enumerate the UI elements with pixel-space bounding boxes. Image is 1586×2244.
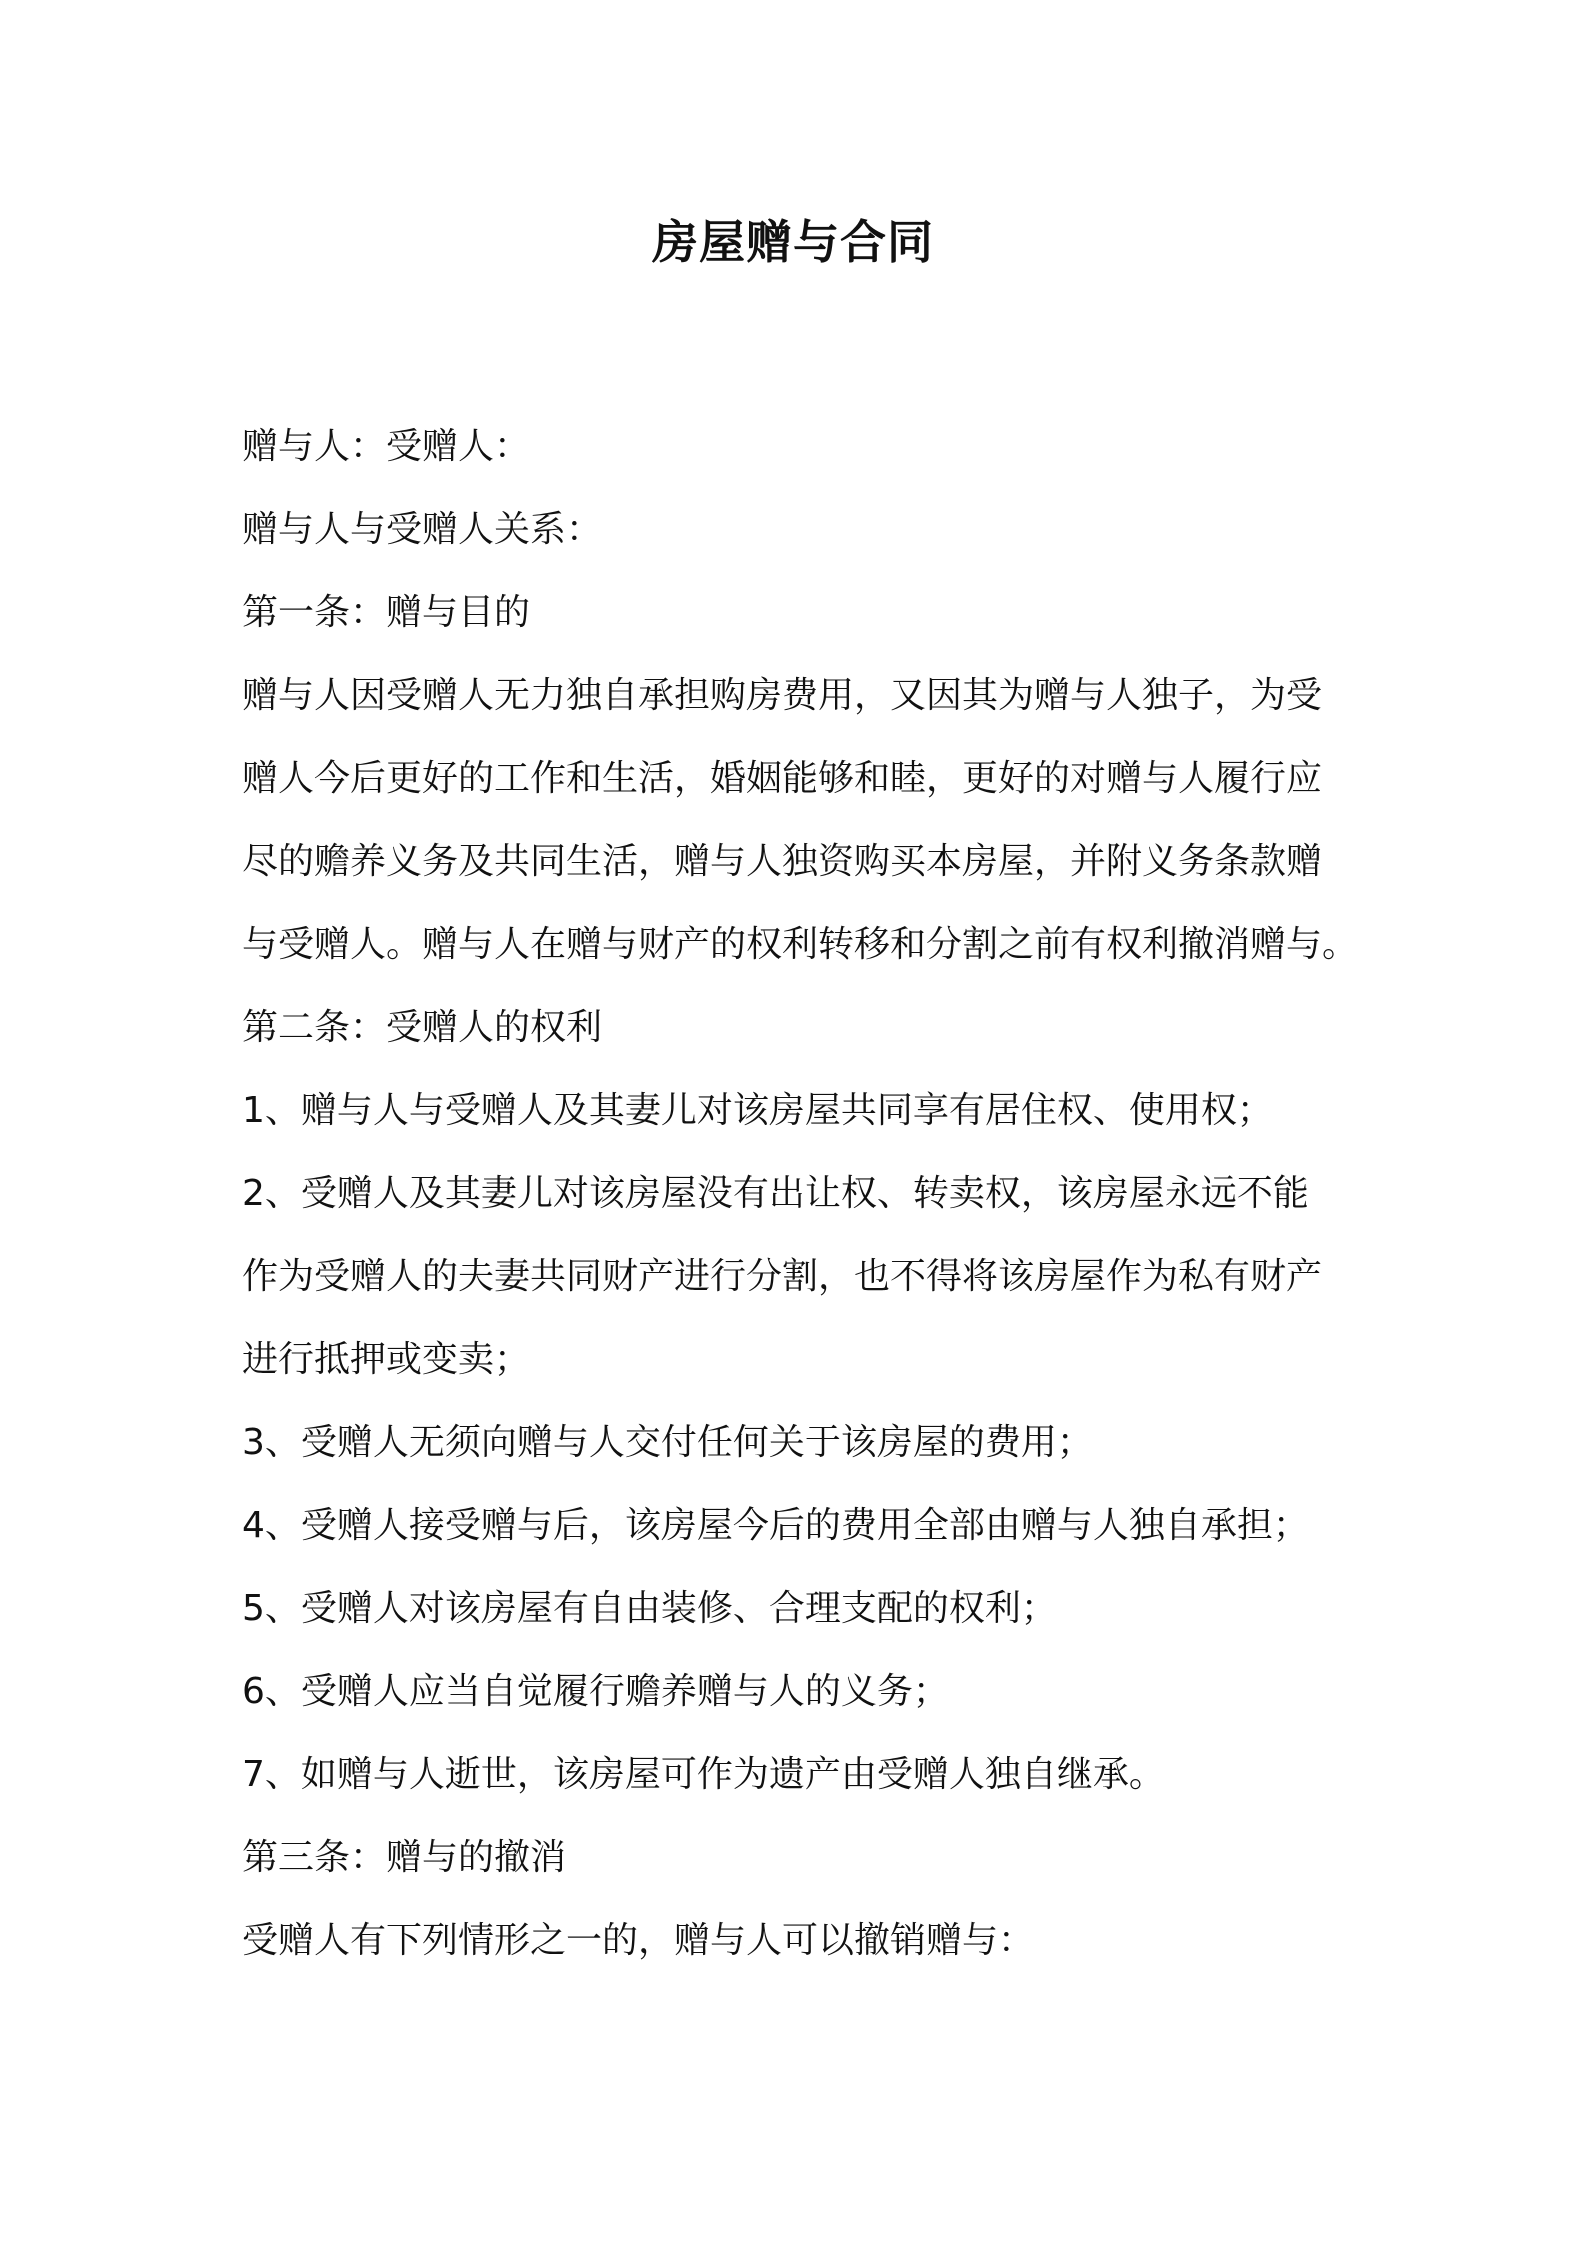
clause-7: 7、如赠与人逝世，该房屋可作为遗产由受赠人独自继承。: [242, 1754, 1165, 1795]
clause-3: 3、受赠人无须向赠与人交付任何关于该房屋的费用；: [242, 1422, 1093, 1463]
paragraph-line: 赠与人因受赠人无力独自承担购房费用，又因其为赠与人独子，为受: [242, 675, 1323, 716]
document-title: 房屋赠与合同: [652, 215, 934, 269]
paragraph-line: 与受赠人。赠与人在赠与财产的权利转移和分割之前有权利撤消赠与。: [242, 924, 1359, 965]
revocation-intro: 受赠人有下列情形之一的，赠与人可以撤销赠与：: [242, 1920, 1035, 1961]
clause-6: 6、受赠人应当自觉履行赡养赠与人的义务；: [242, 1671, 949, 1712]
article-1-heading: 第一条：赠与目的: [242, 592, 531, 633]
paragraph-line: 尽的赡养义务及共同生活，赠与人独资购买本房屋，并附义务条款赠: [242, 841, 1323, 882]
clause-1: 1、赠与人与受赠人及其妻儿对该房屋共同享有居住权、使用权；: [242, 1090, 1273, 1131]
paragraph-line: 赠人今后更好的工作和生活，婚姻能够和睦，更好的对赠与人履行应: [242, 758, 1323, 799]
document-body: [242, 405, 1382, 1982]
clause-5: 5、受赠人对该房屋有自由装修、合理支配的权利；: [242, 1588, 1057, 1629]
article-2-heading: 第二条：受赠人的权利: [242, 1007, 603, 1048]
article-3-heading: 第三条：赠与的撤消: [242, 1837, 567, 1878]
clause-4: 4、受赠人接受赠与后，该房屋今后的费用全部由赠与人独自承担；: [242, 1505, 1309, 1546]
clause-2-line: 进行抵押或变卖；: [242, 1339, 531, 1380]
clause-2-line: 2、受赠人及其妻儿对该房屋没有出让权、转卖权，该房屋永远不能: [242, 1173, 1309, 1214]
relationship-line: 赠与人与受赠人关系：: [242, 509, 603, 550]
clause-2-line: 作为受赠人的夫妻共同财产进行分割，也不得将该房屋作为私有财产: [242, 1256, 1323, 1297]
party-line: 赠与人：受赠人：: [242, 426, 531, 467]
